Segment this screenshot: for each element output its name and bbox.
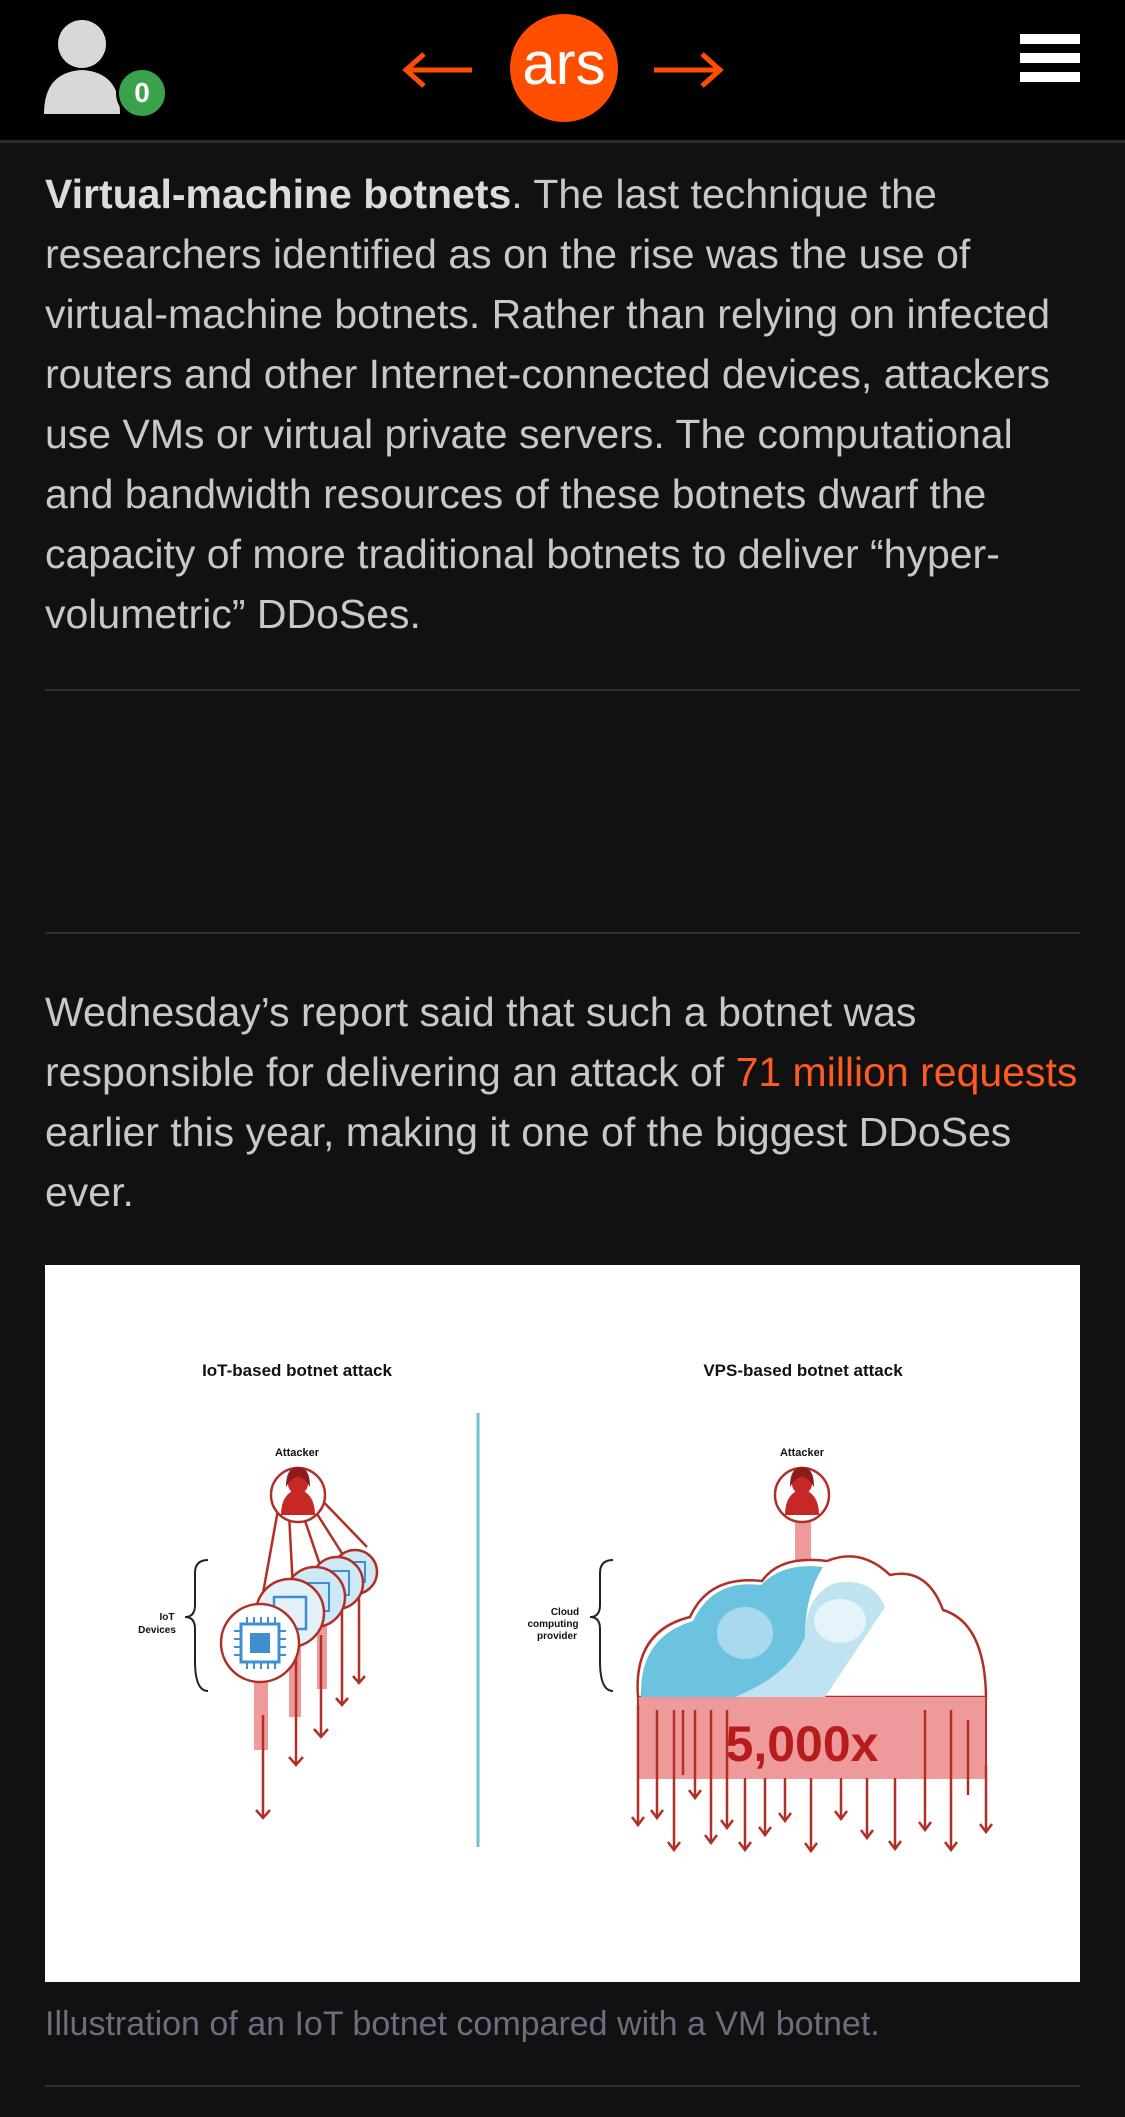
iot-label: IoT (159, 1612, 175, 1623)
notification-count-badge: 0 (116, 67, 168, 119)
figure-caption: Illustration of an IoT botnet compared with a VM botnet. (45, 2005, 880, 2043)
divider (45, 932, 1080, 934)
attacker-icon (775, 1467, 829, 1522)
cloud-label: computing (527, 1619, 579, 1630)
iot-label: Devices (138, 1625, 176, 1636)
paragraph-text: Wednesday’s report said that such a botnet was responsible for delivering an attack of (45, 989, 917, 1095)
brace (590, 1560, 613, 1691)
left-panel-title: IoT-based botnet attack (202, 1361, 392, 1380)
right-arrow-icon[interactable] (648, 30, 728, 110)
cloud-icon (638, 1556, 986, 1697)
left-arrow-icon[interactable] (398, 30, 478, 110)
paragraph-text: earlier this year, making it one of the biggest DDoSes ever. (45, 1109, 1012, 1215)
iot-device-icon (221, 1604, 299, 1682)
botnet-illustration[interactable] (45, 1265, 1080, 1982)
hamburger-menu-icon[interactable] (1020, 34, 1080, 94)
cloud-label: Cloud (550, 1607, 580, 1618)
divider (45, 689, 1080, 691)
multiplier-label: 5,000x (725, 1716, 879, 1772)
right-panel-title: VPS-based botnet attack (703, 1361, 903, 1380)
attacker-label: Attacker (779, 1447, 825, 1459)
attacker-label: Attacker (274, 1447, 320, 1459)
attacker-icon (271, 1467, 325, 1522)
cloud-label: provider (536, 1631, 578, 1642)
requests-link[interactable]: 71 million requests (735, 1049, 1078, 1095)
top-nav-bar (0, 0, 1125, 143)
article-paragraph (45, 982, 1080, 1222)
divider (45, 2085, 1080, 2087)
user-avatar-icon[interactable] (40, 14, 170, 119)
paragraph-text: . The last technique the researchers identified as on the rise was the use of virtual-machine botnets. Rather than relying on infected routers and other Internet-connected devices, attackers use VMs or virtual private servers. The computational and bandwidth resources of these botnets dwarf the capacity of more traditional botnets to deliver “hyper-volumetric” DDoSes. (45, 171, 1051, 637)
article-paragraph (45, 164, 1080, 644)
section-lead: Virtual-machine botnets (45, 171, 512, 217)
ars-logo[interactable]: ars (510, 14, 618, 122)
brace (185, 1560, 208, 1691)
